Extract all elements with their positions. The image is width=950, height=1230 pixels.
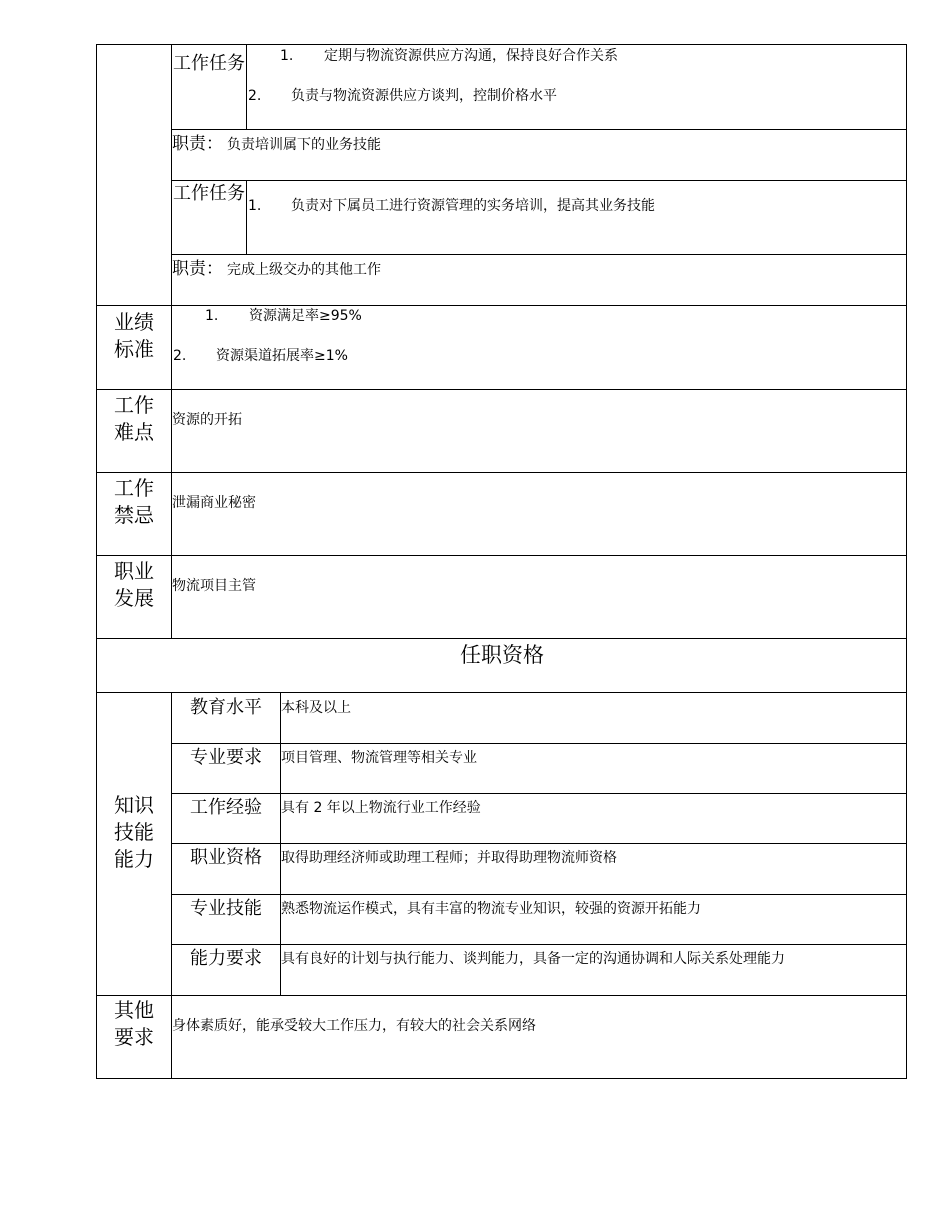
skills-label: 专业技能 — [190, 898, 262, 919]
certification-label: 职业资格 — [190, 847, 262, 868]
education-text: 本科及以上 — [281, 700, 351, 716]
ability-text: 具有良好的计划与执行能力、谈判能力，具备一定的沟通协调和人际关系处理能力 — [281, 951, 785, 967]
qualification-title: 任职资格 — [460, 643, 544, 667]
divider — [171, 793, 907, 794]
divider — [246, 44, 247, 130]
major-label: 专业要求 — [190, 747, 262, 768]
experience-label: 工作经验 — [190, 797, 262, 818]
divider — [171, 254, 907, 255]
divider — [171, 180, 907, 181]
divider — [96, 692, 907, 693]
experience-text: 具有 2 年以上物流行业工作经验 — [281, 800, 481, 816]
performance-item1-text: 资源满足率≥95% — [249, 308, 362, 324]
difficulty-text: 资源的开拓 — [172, 412, 242, 428]
divider — [171, 843, 907, 844]
divider — [96, 555, 907, 556]
education-label: 教育水平 — [190, 697, 262, 718]
performance-item2-text: 资源渠道拓展率≥1% — [216, 348, 348, 364]
task1-item1-num: 1. — [280, 48, 294, 64]
difficulty-label: 工作 难点 — [114, 393, 154, 444]
certification-text: 取得助理经济师或助理工程师；并取得助理物流师资格 — [281, 850, 617, 866]
taboo-label: 工作 禁忌 — [114, 476, 154, 527]
performance-label: 业绩 标准 — [114, 310, 154, 361]
knowledge-label: 知识 技能 能力 — [114, 793, 154, 871]
ability-label: 能力要求 — [190, 948, 262, 969]
divider — [96, 305, 907, 306]
task1-item1-text: 定期与物流资源供应方沟通，保持良好合作关系 — [324, 48, 618, 64]
performance-item1-num: 1. — [205, 308, 219, 324]
other-label: 其他 要求 — [114, 998, 154, 1049]
divider — [246, 180, 247, 255]
taboo-text: 泄漏商业秘密 — [172, 495, 256, 511]
divider — [96, 995, 907, 996]
task1-label: 工作任务 — [173, 53, 245, 74]
task2-item1-text: 负责对下属员工进行资源管理的实务培训，提高其业务技能 — [291, 198, 655, 214]
task1-item2-text: 负责与物流资源供应方谈判，控制价格水平 — [291, 88, 557, 104]
career-label: 职业 发展 — [114, 559, 154, 610]
divider — [96, 389, 907, 390]
divider — [171, 743, 907, 744]
duty2-text: 负责培训属下的业务技能 — [227, 137, 381, 153]
duty3-label: 职责： — [172, 259, 223, 279]
major-text: 项目管理、物流管理等相关专业 — [281, 750, 477, 766]
other-text: 身体素质好，能承受较大工作压力，有较大的社会关系网络 — [172, 1018, 536, 1034]
divider — [96, 638, 907, 639]
skills-text: 熟悉物流运作模式，具有丰富的物流专业知识，较强的资源开拓能力 — [281, 901, 701, 917]
duty2-label: 职责： — [172, 134, 223, 154]
task2-label: 工作任务 — [173, 183, 245, 204]
divider — [171, 894, 907, 895]
performance-item2-num: 2. — [173, 348, 187, 364]
career-text: 物流项目主管 — [172, 578, 256, 594]
divider — [96, 472, 907, 473]
duty3-text: 完成上级交办的其他工作 — [227, 262, 381, 278]
divider — [171, 944, 907, 945]
task1-item2-num: 2. — [248, 88, 262, 104]
divider — [171, 129, 907, 130]
task2-item1-num: 1. — [248, 198, 262, 214]
